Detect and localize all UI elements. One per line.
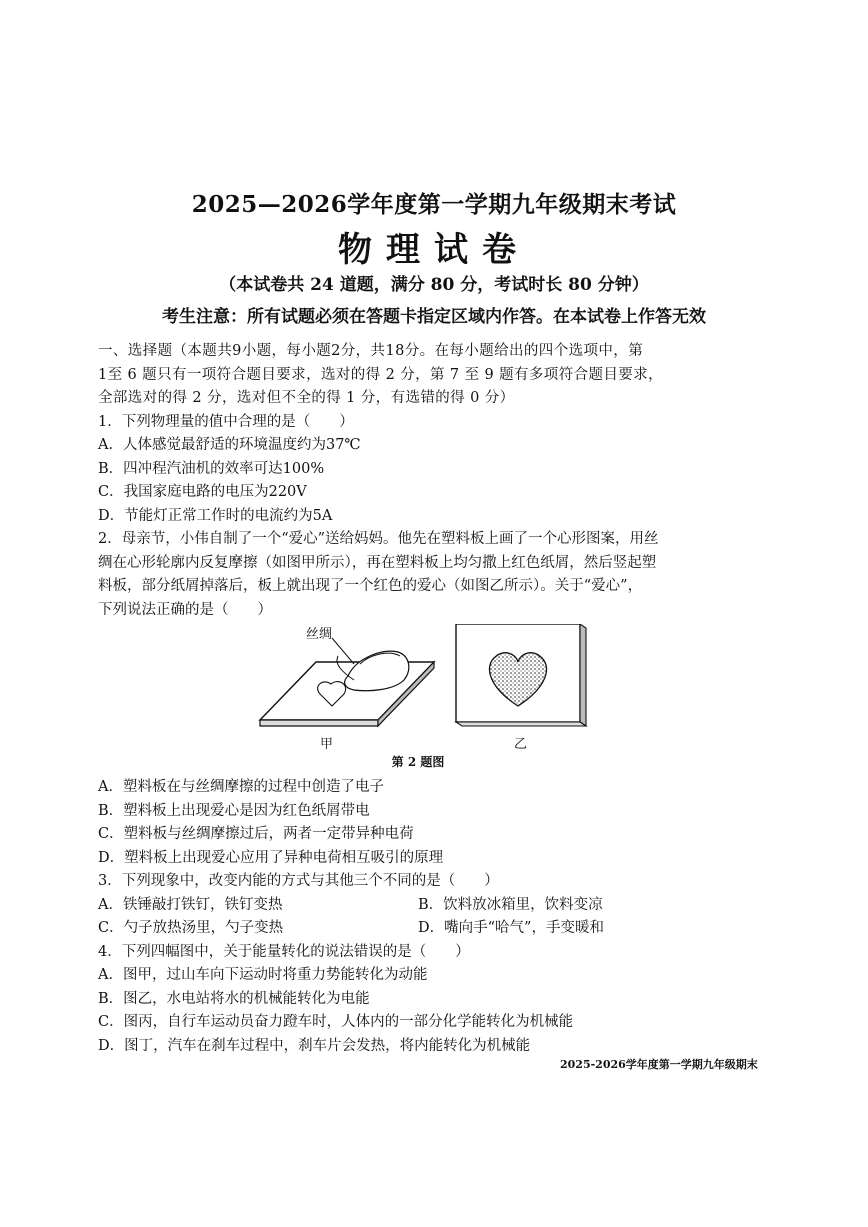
q4-option-a: A．图甲，过山车向下运动时将重力势能转化为动能 bbox=[98, 967, 428, 983]
q3-option-b: B．饮料放冰箱里，饮料变凉 bbox=[418, 896, 603, 913]
figure-label-yi: 乙 bbox=[514, 737, 528, 752]
q2-figure-illustration bbox=[98, 624, 738, 752]
q1-stem: 1．下列物理量的值中合理的是（ ） bbox=[98, 413, 354, 430]
q3-stem: 3．下列现象中，改变内能的方式与其他三个不同的是（ ） bbox=[98, 873, 499, 889]
section-intro-line: 1至 6 题只有一项符合题目要求，选对的得 2 分，第 7 至 9 题有多项符合题目要求， bbox=[98, 366, 663, 383]
section-intro-line: 一、选择题（本题共9小题，每小题2分，共18分。在每小题给出的四个选项中，第 bbox=[98, 343, 644, 359]
q2-option-b: B．塑料板上出现爱心是因为红色纸屑带电 bbox=[98, 802, 370, 819]
q3-options-row bbox=[98, 917, 738, 941]
q3-option-a: A．铁锤敲打铁钉，铁钉变热 bbox=[98, 896, 283, 913]
q2-stem-line: 绸在心形轮廓内反复摩擦（如图甲所示），再在塑料板上均匀撒上红色纸屑，然后竖起塑 bbox=[98, 554, 657, 571]
q2-option-a: A．塑料板在与丝绸摩擦的过程中创造了电子 bbox=[98, 779, 384, 795]
figure-caption: 第 2 题图 bbox=[391, 755, 445, 769]
q4-stem: 4．下列四幅图中，关于能量转化的说法错误的是（ ） bbox=[98, 943, 470, 960]
q1-option-a: A．人体感觉最舒适的环境温度约为37℃ bbox=[98, 437, 361, 453]
q1-option-d: D．节能灯正常工作时的电流约为5A bbox=[98, 507, 333, 524]
q4-option-c: C．图丙，自行车运动员奋力蹬车时，人体内的一部分化学能转化为机械能 bbox=[98, 1014, 574, 1030]
exam-body bbox=[98, 340, 738, 1058]
figure-label-silk: 丝绸 bbox=[306, 627, 333, 642]
exam-title: 2025—2026学年度第一学期九年级期末考试 bbox=[191, 191, 677, 218]
q1-option-b: B．四冲程汽油机的效率可达100% bbox=[98, 460, 325, 477]
section-intro-line: 全部选对的得 2 分，选对但不全的得 1 分，有选错的得 0 分） bbox=[98, 390, 515, 406]
q2-stem-line: 料板，部分纸屑掉落后，板上就出现了一个红色的爱心（如图乙所示）。关于“爱心”， bbox=[98, 578, 643, 594]
page-footer: 2025-2026学年度第一学期九年级期末 bbox=[560, 1058, 758, 1071]
q3-option-d: D．嘴向手“哈气”，手变暖和 bbox=[418, 920, 604, 936]
q3-options-row bbox=[98, 894, 738, 918]
q2-option-d: D．塑料板上出现爱心应用了异种电荷相互吸引的原理 bbox=[98, 849, 444, 866]
q4-option-d: D．图丁，汽车在刹车过程中，刹车片会发热，将内能转化为机械能 bbox=[98, 1037, 531, 1054]
q2-stem-line: 2．母亲节，小伟自制了一个“爱心”送给妈妈。他先在塑料板上画了一个心形图案，用丝 bbox=[98, 531, 659, 547]
q2-figure bbox=[98, 624, 738, 752]
q2-stem-line: 下列说法正确的是（ ） bbox=[98, 601, 272, 618]
q4-option-b: B．图乙，水电站将水的机械能转化为电能 bbox=[98, 990, 370, 1007]
subject-title: 物理试卷 bbox=[338, 230, 530, 270]
q3-option-c: C．勺子放热汤里，勺子变热 bbox=[98, 920, 284, 936]
figure-label-jia: 甲 bbox=[320, 737, 334, 752]
q1-option-c: C．我国家庭电路的电压为220V bbox=[98, 484, 307, 500]
q2-option-c: C．塑料板与丝绸摩擦过后，两者一定带异种电荷 bbox=[98, 826, 414, 842]
exam-notice: 考生注意：所有试题必须在答题卡指定区域内作答。在本试卷上作答无效 bbox=[162, 307, 706, 327]
exam-subtitle: （本试卷共 24 道题，满分 80 分，考试时长 80 分钟） bbox=[219, 275, 649, 295]
silk-pointer-line bbox=[332, 638, 354, 664]
